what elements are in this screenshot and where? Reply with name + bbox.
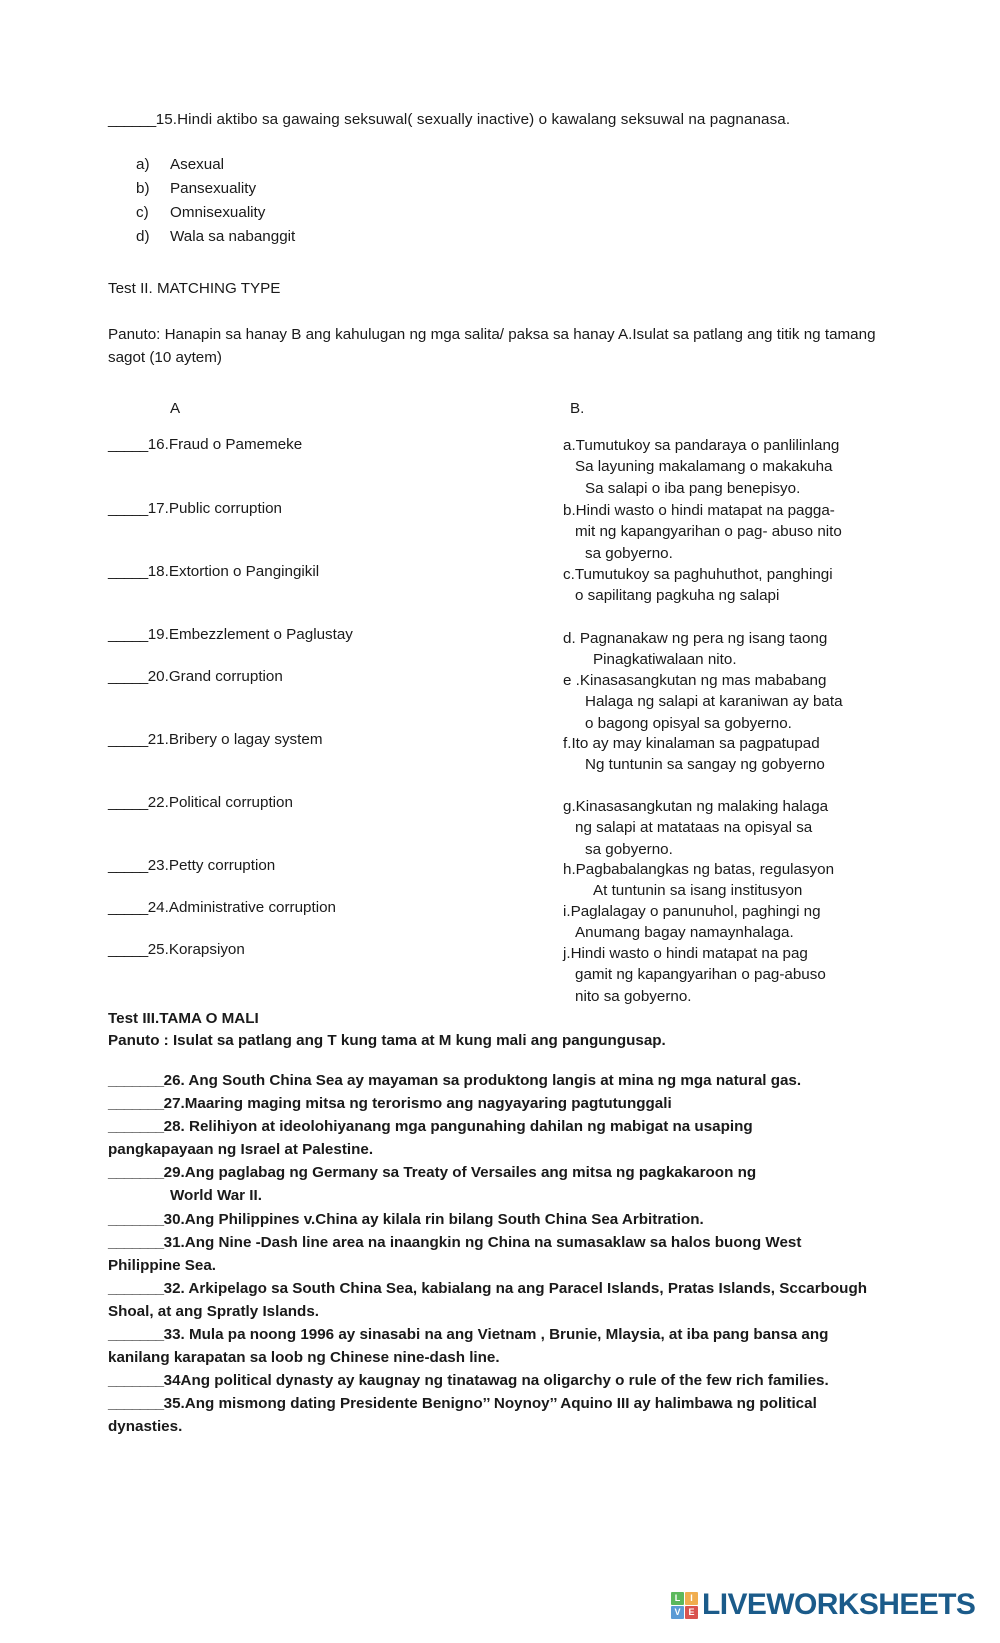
question-15-options xyxy=(136,153,892,250)
column-b-header: B. xyxy=(570,399,585,417)
match-choice-line1: g.Kinasasangkutan ng malaking halaga xyxy=(563,797,829,815)
match-choice-line3: o bagong opisyal sa gobyerno. xyxy=(585,715,792,733)
answer-blank[interactable]: _____ xyxy=(108,562,148,580)
match-choice-e[interactable] xyxy=(563,670,893,735)
answer-blank[interactable]: _______ xyxy=(108,1095,164,1113)
answer-blank[interactable]: _____ xyxy=(108,499,148,517)
answer-blank[interactable]: _______ xyxy=(108,1210,164,1228)
answer-blank[interactable]: _______ xyxy=(108,1071,164,1089)
test3-item-text: 28. Relihiyon at ideolohiyanang mga pangunahing dahilan ng mabigat na usaping xyxy=(163,1118,753,1136)
test3-block xyxy=(108,1008,892,1052)
option-b-text: Pansexuality xyxy=(170,179,257,197)
match-choice-line1: b.Hindi wasto o hindi matapat na pagga- xyxy=(563,501,835,519)
match-choice-line1: h.Pagbabalangkas ng batas, regulasyon xyxy=(563,860,835,878)
test3-item-continuation: World War II. xyxy=(170,1187,262,1205)
liveworksheets-logo[interactable] xyxy=(671,1588,975,1622)
match-item-label: 20.Grand corruption xyxy=(147,667,283,685)
test2-instructions-line2: tamang sagot (10 aytem) xyxy=(108,325,876,367)
match-item-label: 21.Bribery o lagay system xyxy=(147,730,323,748)
match-item-label: 18.Extortion o Pangingikil xyxy=(147,562,320,580)
answer-blank[interactable]: _____ xyxy=(108,435,148,453)
answer-blank[interactable]: _______ xyxy=(108,1372,164,1390)
match-choice-line3: nito sa gobyerno. xyxy=(575,988,692,1006)
match-choice-line1: j.Hindi wasto o hindi matapat na pag xyxy=(563,944,808,962)
match-choice-line3: sa gobyerno. xyxy=(585,545,673,563)
test3-item-27[interactable] xyxy=(108,1092,892,1115)
test3-item-text: 34Ang political dynasty ay kaugnay ng tinatawag na oligarchy o rule of the few rich families. xyxy=(163,1372,829,1390)
option-a-text: Asexual xyxy=(170,155,225,173)
match-item-21[interactable] xyxy=(108,731,322,748)
match-item-label: 22.Political corruption xyxy=(147,793,293,811)
match-choice-f[interactable] xyxy=(563,733,893,776)
match-choice-line2: Halaga ng salapi at karaniwan ay bata xyxy=(585,693,843,711)
match-choice-line1: d. Pagnanakaw ng pera ng isang taong xyxy=(563,629,828,647)
option-a-letter: a) xyxy=(136,155,150,173)
test3-item-continuation: dynasties. xyxy=(108,1418,183,1436)
match-item-23[interactable] xyxy=(108,857,275,874)
test3-item-text: 27.Maaring maging mitsa ng terorismo ang nagyayaring pagtutunggali xyxy=(163,1095,672,1113)
match-item-25[interactable] xyxy=(108,941,245,958)
match-choice-line2: At tuntunin sa isang institusyon xyxy=(593,882,803,900)
match-choice-line3: Sa salapi o iba pang benepisyo. xyxy=(585,480,801,498)
option-c-letter: c) xyxy=(136,204,149,222)
answer-blank[interactable]: _____ xyxy=(108,625,148,643)
test2-heading: Test II. MATCHING TYPE xyxy=(108,279,281,297)
test3-item-35[interactable] xyxy=(108,1392,892,1438)
logo-tile-i: I xyxy=(685,1592,698,1605)
logo-tile-v: V xyxy=(671,1606,684,1619)
test3-item-text: 26. Ang South China Sea ay mayaman sa produktong langis at mina ng mga natural gas. xyxy=(163,1071,802,1089)
match-item-label: 19.Embezzlement o Paglustay xyxy=(147,625,353,643)
match-choice-line2: ng salapi at matataas na opisyal sa xyxy=(575,819,813,837)
question-15-text: 15.Hindi aktibo sa gawaing seksuwal( sexually inactive) o kawalang seksuwal na pagnanasa. xyxy=(155,111,791,128)
answer-blank[interactable]: _____ xyxy=(108,898,148,916)
answer-blank[interactable]: ______ xyxy=(108,111,156,128)
match-choice-line1: f.Ito ay may kinalaman sa pagpatupad xyxy=(563,734,820,752)
answer-blank[interactable]: _______ xyxy=(108,1233,164,1251)
answer-blank[interactable]: _______ xyxy=(108,1279,164,1297)
test3-item-continuation: Shoal, at ang Spratly Islands. xyxy=(108,1302,319,1320)
match-choice-b[interactable] xyxy=(563,500,893,565)
match-item-22[interactable] xyxy=(108,794,293,811)
test3-item-29[interactable] xyxy=(108,1161,892,1207)
match-item-24[interactable] xyxy=(108,899,336,916)
match-choice-line2: Pinagkatiwalaan nito. xyxy=(593,651,737,669)
test3-item-text: 33. Mula pa noong 1996 ay sinasabi na ang Vietnam , Brunie, Mlaysia, at iba pang bansa ang xyxy=(163,1325,829,1343)
worksheet-body xyxy=(108,110,892,1438)
answer-blank[interactable]: _____ xyxy=(108,793,148,811)
answer-blank[interactable]: _____ xyxy=(108,856,148,874)
answer-blank[interactable]: _______ xyxy=(108,1395,164,1413)
test3-item-text: 35.Ang mismong dating Presidente Benigno’’ Noynoy’’ Aquino III ay halimbawa ng political xyxy=(163,1395,817,1413)
match-choice-d[interactable] xyxy=(563,628,893,671)
liveworksheets-wordmark: LIVEWORKSHEETS xyxy=(702,1588,976,1621)
match-item-16[interactable] xyxy=(108,436,302,453)
match-item-19[interactable] xyxy=(108,626,353,643)
option-d[interactable] xyxy=(136,225,892,249)
test3-items xyxy=(108,1069,892,1439)
test3-item-text: 29.Ang paglabag ng Germany sa Treaty of Versailes ang mitsa ng pagkakaroon ng xyxy=(163,1164,757,1182)
match-choice-i[interactable] xyxy=(563,901,893,944)
match-choice-line2: Ng tuntunin sa sangay ng gobyerno xyxy=(585,756,825,774)
option-d-text: Wala sa nabanggit xyxy=(170,228,296,246)
test3-item-33[interactable] xyxy=(108,1323,892,1369)
match-choice-h[interactable] xyxy=(563,859,893,902)
match-item-label: 16.Fraud o Pamemeke xyxy=(147,435,303,453)
answer-blank[interactable]: _______ xyxy=(108,1325,164,1343)
test3-item-34[interactable] xyxy=(108,1369,892,1392)
match-choice-line2: Anumang bagay namaynhalaga. xyxy=(575,924,794,942)
match-choice-j[interactable] xyxy=(563,943,893,1008)
match-item-17[interactable] xyxy=(108,500,282,517)
answer-blank[interactable]: _____ xyxy=(108,940,148,958)
logo-tile-l: L xyxy=(671,1592,684,1605)
answer-blank[interactable]: _____ xyxy=(108,667,148,685)
test3-item-31[interactable] xyxy=(108,1231,892,1277)
matching-section xyxy=(108,400,892,1006)
match-choice-line1: c.Tumutukoy sa paghuhuthot, panghingi xyxy=(563,565,833,583)
question-15 xyxy=(108,110,892,131)
logo-tile-e: E xyxy=(685,1606,698,1619)
match-choice-line2: o sapilitang pagkuha ng salapi xyxy=(575,587,780,605)
test3-item-30[interactable] xyxy=(108,1208,892,1231)
match-item-label: 17.Public corruption xyxy=(147,499,282,517)
match-item-18[interactable] xyxy=(108,563,319,580)
test2-instructions xyxy=(108,323,878,370)
match-choice-line2: mit ng kapangyarihan o pag- abuso nito xyxy=(575,523,842,541)
test3-item-text: 31.Ang Nine -Dash line area na inaangkin ng China na sumasaklaw sa halos buong West xyxy=(163,1233,802,1251)
option-a[interactable] xyxy=(136,153,892,177)
test3-item-text: 30.Ang Philippines v.China ay kilala rin bilang South China Sea Arbitration. xyxy=(163,1210,704,1228)
option-b-letter: b) xyxy=(136,179,150,197)
match-item-label: 23.Petty corruption xyxy=(147,856,276,874)
answer-blank[interactable]: _______ xyxy=(108,1164,164,1182)
liveworksheets-logo-icon xyxy=(671,1592,698,1619)
match-choice-line1: e .Kinasasangkutan ng mas mababang xyxy=(563,671,827,689)
test3-item-continuation: Philippine Sea. xyxy=(108,1256,217,1274)
test3-item-26[interactable] xyxy=(108,1069,892,1092)
match-item-20[interactable] xyxy=(108,668,283,685)
match-choice-c[interactable] xyxy=(563,564,893,607)
match-choice-line1: i.Paglalagay o panunuhol, paghingi ng xyxy=(563,902,821,920)
column-a-header: A xyxy=(170,399,181,417)
match-choice-line2: gamit ng kapangyarihan o pag-abuso xyxy=(575,966,826,984)
option-c-text: Omnisexuality xyxy=(170,204,266,222)
match-choice-line1: a.Tumutukoy sa pandaraya o panlilinlang xyxy=(563,436,840,454)
match-choice-line3: sa gobyerno. xyxy=(585,841,673,859)
match-choice-a[interactable] xyxy=(563,435,893,500)
test3-item-continuation: pangkapayaan ng Israel at Palestine. xyxy=(108,1141,374,1159)
test3-heading: Test III.TAMA O MALI xyxy=(108,1009,259,1027)
option-b[interactable] xyxy=(136,177,892,201)
match-choice-line2: Sa layuning makalamang o makakuha xyxy=(575,458,833,476)
test2-instructions-line1: Panuto: Hanapin sa hanay B ang kahulugan ng mga salita/ paksa sa hanay A.Isulat sa patlang ang titik ng xyxy=(108,325,821,343)
option-c[interactable] xyxy=(136,201,892,225)
match-item-label: 25.Korapsiyon xyxy=(147,940,245,958)
test3-item-continuation: kanilang karapatan sa loob ng Chinese nine-dash line. xyxy=(108,1349,500,1367)
answer-blank[interactable]: _____ xyxy=(108,730,148,748)
match-item-label: 24.Administrative corruption xyxy=(147,898,336,916)
answer-blank[interactable]: _______ xyxy=(108,1118,164,1136)
test3-instructions: Panuto : Isulat sa patlang ang T kung tama at M kung mali ang pangungusap. xyxy=(108,1031,666,1049)
option-d-letter: d) xyxy=(136,228,150,246)
match-choice-g[interactable] xyxy=(563,796,893,861)
test3-item-text: 32. Arkipelago sa South China Sea, kabialang na ang Paracel Islands, Pratas Islands, Sccarbough xyxy=(163,1279,868,1297)
test3-item-32[interactable] xyxy=(108,1277,892,1323)
test3-item-28[interactable] xyxy=(108,1115,892,1161)
